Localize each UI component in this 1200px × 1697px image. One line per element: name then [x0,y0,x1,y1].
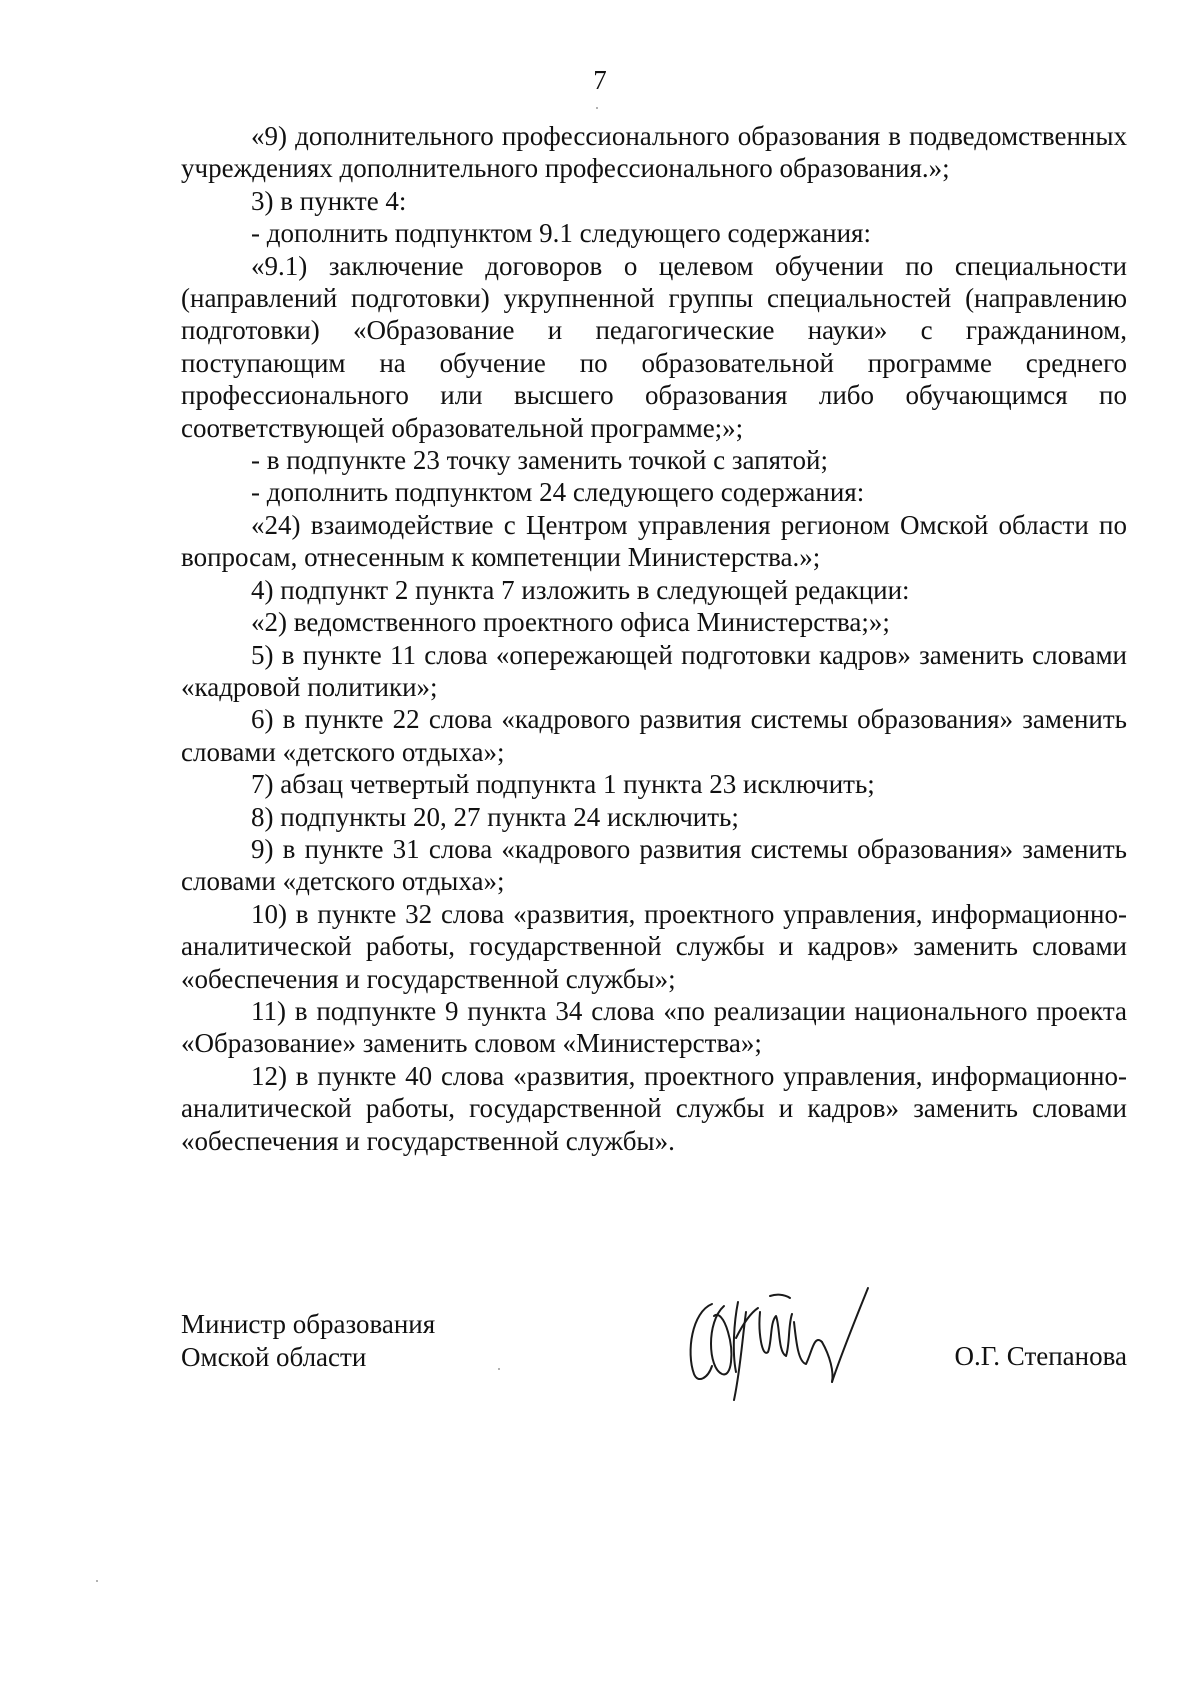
paragraph: «9.1) заключение договоров о целевом обучении по специальности (направлений подготовки) укрупненной группы специальностей (направлению подготовки) «Образование и педагогические науки» с гражданином, поступающим на обучение по образовательной программе среднего профессионального или высшего образования либо обучающимся по соответствующей образовательной программе;»; [181,250,1127,443]
scan-speck [498,1368,500,1370]
scan-speck [96,1580,98,1582]
paragraph: «24) взаимодействие с Центром управления регионом Омской области по вопросам, отнесенным к компетенции Министерства.»; [181,509,1127,573]
paragraph: 11) в подпункте 9 пункта 34 слова «по реализации национального проекта «Образование» заменить словом «Министерства»; [181,995,1127,1059]
paragraph: 9) в пункте 31 слова «кадрового развития системы образования» заменить словами «детского отдыха»; [181,833,1127,897]
handwritten-signature [672,1282,872,1407]
scan-speck [596,107,598,109]
paragraph: 7) абзац четвертый подпункта 1 пункта 23 исключить; [251,769,875,800]
document-body [181,120,1127,1157]
paragraph: 3) в пункте 4: [251,185,407,216]
paragraph: 10) в пункте 32 слова «развития, проектного управления, информационно-аналитической работы, государственной службы и кадров» заменить словами «обеспечения и государственной службы»; [181,898,1127,994]
paragraph: «2) ведомственного проектного офиса Министерства;»; [251,607,890,638]
signatory-position [181,1308,435,1374]
paragraph: - в подпункте 23 точку заменить точкой с запятой; [251,445,828,476]
paragraph: - дополнить подпунктом 9.1 следующего содержания: [251,218,871,249]
paragraph: 5) в пункте 11 слова «опережающей подготовки кадров» заменить словами «кадровой политики»; [181,639,1127,702]
paragraph: 6) в пункте 22 слова «кадрового развития системы образования» заменить словами «детского отдыха»; [181,704,1127,767]
signatory-position-line: Министр образования [181,1309,436,1339]
signatory-position-line: Омской области [181,1342,367,1372]
paragraph: 12) в пункте 40 слова «развития, проектного управления, информационно-аналитической работы, государственной службы и кадров» заменить словами «обеспечения и государственной службы». [181,1060,1127,1156]
paragraph: 4) подпункт 2 пункта 7 изложить в следующей редакции: [251,574,910,605]
paragraph: «9) дополнительного профессионального образования в подведомственных учреждениях дополнительного профессионального образования.»; [181,121,1127,184]
paragraph: - дополнить подпунктом 24 следующего содержания: [251,477,865,508]
page-number: 7 [593,65,607,95]
paragraph: 8) подпункты 20, 27 пункта 24 исключить; [251,801,739,832]
signatory-name: О.Г. Степанова [954,1341,1127,1371]
